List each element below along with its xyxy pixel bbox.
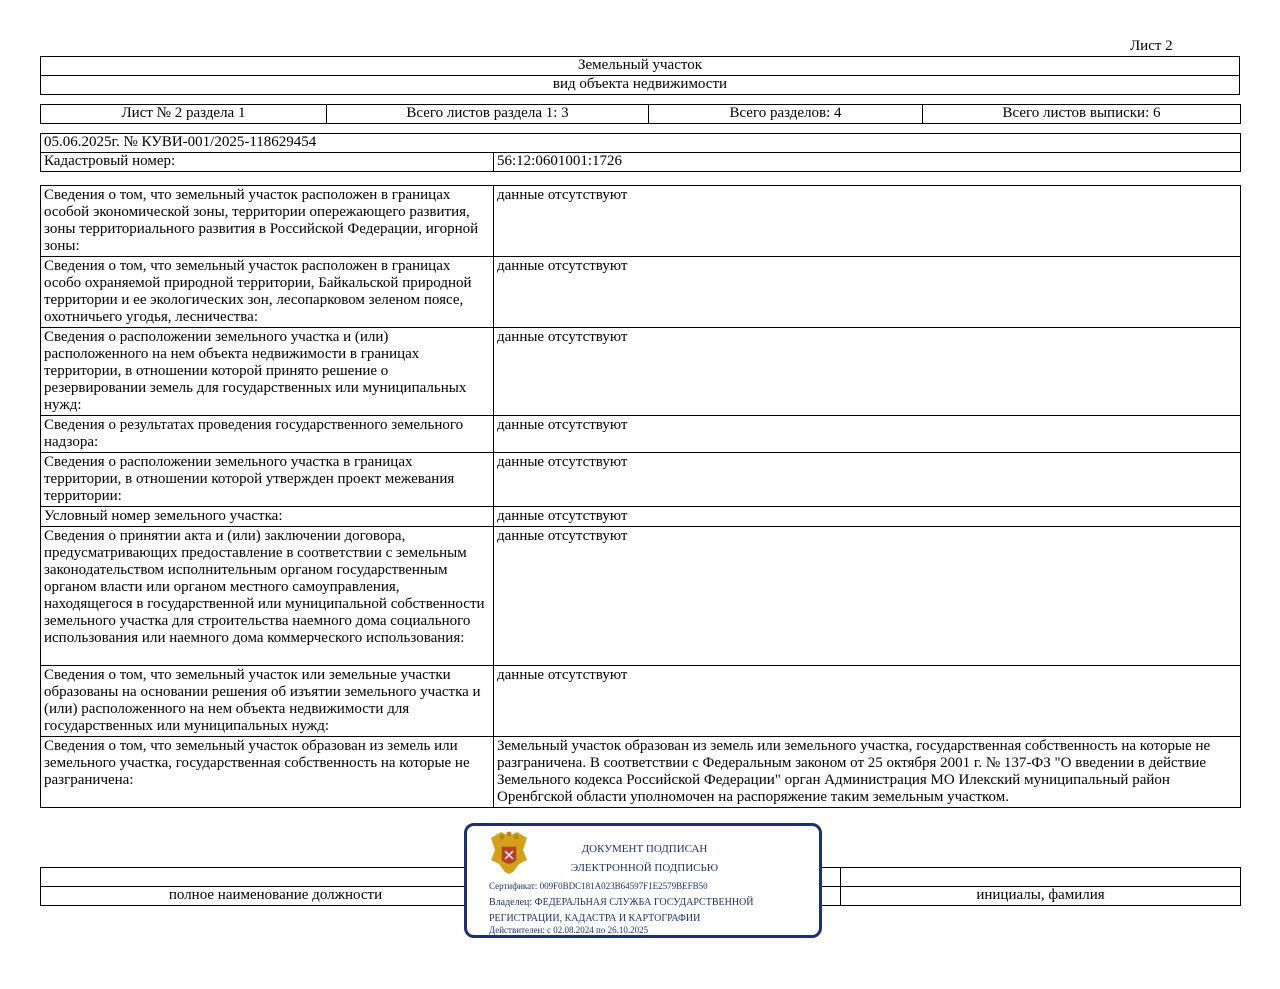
row-label: Сведения о том, что земельный участок или земельные участки образованы на основании решения об изъятии земельного участка и (или) расположенного на нем объекта недвижимости для государственных или муниципальных нужд: bbox=[41, 666, 494, 737]
stamp-owner-line-1: Владелец: ФЕДЕРАЛЬНАЯ СЛУЖБА ГОСУДАРСТВЕННОЙ bbox=[489, 897, 754, 908]
row-label: Сведения о принятии акта и (или) заключении договора, предусматривающих предоставление в соответствии с земельным законодательством исполнительным органом государственным органом власти или органом местного самоуправления, находящегося в государственной или муниципальной собственности земельного участка для строительства наемного дома социального использования или наемного дома коммерческого использования: bbox=[41, 527, 494, 666]
sheet-number: Лист 2 bbox=[1130, 38, 1173, 54]
row-value: данные отсутствуют bbox=[494, 186, 1241, 257]
sections-total: Всего разделов: 4 bbox=[649, 105, 923, 124]
table-row bbox=[41, 186, 1241, 257]
stamp-validity: Действителен: с 02.08.2024 по 26.10.2025 bbox=[489, 925, 649, 935]
object-type-caption: вид объекта недвижимости bbox=[41, 76, 1240, 95]
table-row bbox=[41, 453, 1241, 507]
cadastral-label: Кадастровый номер: bbox=[41, 153, 494, 172]
row-label: Сведения о том, что земельный участок расположен в границах особо охраняемой природной территории, Байкальской природной территории и ее экологических зон, лесопарковом зеленом поясе, охотничьего угодья, лесничества: bbox=[41, 257, 494, 328]
coat-of-arms-icon bbox=[487, 830, 531, 876]
extract-sheets-total: Всего листов выписки: 6 bbox=[923, 105, 1241, 124]
row-value: Земельный участок образован из земель или земельного участка, государственная собственность на которые не разграничена. В соответствии с Федеральным законом от 25 октября 2001 г. № 137-ФЗ "О введении в действие Земельного кодекса Российской Федерации" орган Администрация МО Илекский муниципальный район Оренбгской области уполномочен на распоряжение таким земельным участком. bbox=[494, 737, 1241, 808]
table-row bbox=[41, 328, 1241, 416]
stamp-title bbox=[567, 840, 722, 878]
sheet-of-section: Лист № 2 раздела 1 bbox=[41, 105, 327, 124]
row-label: Сведения о расположении земельного участка и (или) расположенного на нем объекта недвижимости в границах территории, в отношении которой принято решение о резервировании земель для государственных или муниципальных нужд: bbox=[41, 328, 494, 416]
document-date-number: 05.06.2025г. № КУВИ-001/2025-118629454 bbox=[41, 134, 1241, 153]
object-type: Земельный участок bbox=[41, 57, 1240, 76]
row-value: данные отсутствуют bbox=[494, 507, 1241, 527]
row-value: данные отсутствуют bbox=[494, 666, 1241, 737]
table-row bbox=[41, 527, 1241, 666]
stamp-owner-line-2: РЕГИСТРАЦИИ, КАДАСТРА И КАРТОГРАФИИ bbox=[489, 913, 701, 924]
table-row bbox=[41, 416, 1241, 453]
table-row bbox=[41, 666, 1241, 737]
name-caption: инициалы, фамилия bbox=[841, 887, 1241, 906]
name-field bbox=[841, 868, 1241, 887]
object-type-header bbox=[40, 56, 1240, 95]
sheet-counts bbox=[40, 104, 1241, 124]
document-info bbox=[40, 133, 1241, 172]
table-row bbox=[41, 507, 1241, 527]
stamp-title-line-1: ДОКУМЕНТ ПОДПИСАН bbox=[581, 843, 708, 855]
row-value: данные отсутствуют bbox=[494, 453, 1241, 507]
row-value: данные отсутствуют bbox=[494, 257, 1241, 328]
electronic-signature-stamp bbox=[464, 823, 822, 938]
info-table bbox=[40, 185, 1241, 808]
stamp-title-line-2: ЭЛЕКТРОННОЙ ПОДПИСЬЮ bbox=[570, 862, 719, 874]
position-caption: полное наименование должности bbox=[41, 887, 511, 906]
row-label: Сведения о расположении земельного участка в границах территории, в отношении которой утвержден проект межевания территории: bbox=[41, 453, 494, 507]
row-label: Сведения о результатах проведения государственного земельного надзора: bbox=[41, 416, 494, 453]
stamp-certificate: Сертификат: 009F0BDC181A023B64597F1E2579BEFB50 bbox=[489, 881, 708, 891]
position-field bbox=[41, 868, 511, 887]
row-value: данные отсутствуют bbox=[494, 416, 1241, 453]
row-value: данные отсутствуют bbox=[494, 527, 1241, 666]
cadastral-value: 56:12:0601001:1726 bbox=[494, 153, 1241, 172]
row-label: Сведения о том, что земельный участок расположен в границах особой экономической зоны, территории опережающего развития, зоны территориального развития в Российской Федерации, игорной зоны: bbox=[41, 186, 494, 257]
row-label: Условный номер земельного участка: bbox=[41, 507, 494, 527]
section-sheets-total: Всего листов раздела 1: 3 bbox=[327, 105, 649, 124]
row-value: данные отсутствуют bbox=[494, 328, 1241, 416]
table-row bbox=[41, 257, 1241, 328]
table-row bbox=[41, 737, 1241, 808]
row-label: Сведения о том, что земельный участок образован из земель или земельного участка, государственная собственность на которые не разграничена: bbox=[41, 737, 494, 808]
